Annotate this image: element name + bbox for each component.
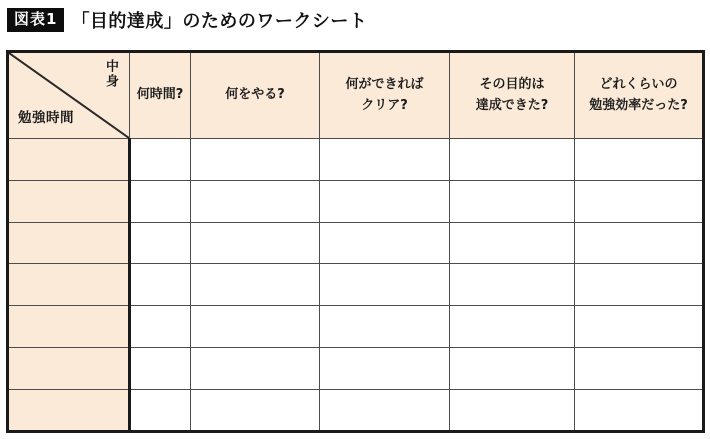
entry-cell xyxy=(575,222,704,264)
table-body xyxy=(8,139,704,432)
study-time-cell xyxy=(8,264,130,306)
corner-label-contents: 中身 xyxy=(103,59,118,89)
study-time-cell xyxy=(8,347,130,389)
column-header-clear-condition xyxy=(320,52,450,139)
column-header-what-to-do xyxy=(191,52,320,139)
entry-cell xyxy=(191,389,320,431)
entry-cell xyxy=(191,347,320,389)
column-header-label: 勉強効率だった? xyxy=(589,97,688,113)
entry-cell xyxy=(191,306,320,348)
header-row xyxy=(8,52,704,139)
entry-cell xyxy=(130,180,191,222)
entry-cell xyxy=(191,264,320,306)
entry-cell xyxy=(450,222,575,264)
study-time-cell xyxy=(8,222,130,264)
entry-cell xyxy=(575,139,704,181)
column-header-label: どれくらいの xyxy=(599,77,678,93)
entry-cell xyxy=(191,222,320,264)
entry-cell xyxy=(450,306,575,348)
entry-cell xyxy=(450,264,575,306)
entry-cell xyxy=(130,264,191,306)
worksheet-table xyxy=(6,50,705,433)
column-header-label: 何時間? xyxy=(136,87,184,103)
entry-cell xyxy=(320,306,450,348)
corner-cell xyxy=(8,52,130,139)
entry-cell xyxy=(450,180,575,222)
entry-cell xyxy=(191,139,320,181)
entry-cell xyxy=(575,180,704,222)
table-row xyxy=(8,389,704,431)
column-header-hours xyxy=(130,52,191,139)
entry-cell xyxy=(320,180,450,222)
column-header-label: クリア? xyxy=(361,97,408,113)
entry-cell xyxy=(130,222,191,264)
table-row xyxy=(8,180,704,222)
entry-cell xyxy=(450,347,575,389)
corner-label-study-time: 勉強時間 xyxy=(18,110,74,127)
entry-cell xyxy=(130,139,191,181)
entry-cell xyxy=(320,389,450,431)
column-header-study-efficiency xyxy=(575,52,704,139)
entry-cell xyxy=(575,347,704,389)
entry-cell xyxy=(450,139,575,181)
entry-cell xyxy=(575,264,704,306)
entry-cell xyxy=(130,389,191,431)
study-time-cell xyxy=(8,389,130,431)
entry-cell xyxy=(450,389,575,431)
column-header-goal-achieved xyxy=(450,52,575,139)
table-row xyxy=(8,139,704,181)
figure-title xyxy=(7,7,367,33)
column-header-label: 何ができれば xyxy=(345,77,424,93)
figure-number-badge: 図表1 xyxy=(7,8,64,32)
entry-cell xyxy=(320,264,450,306)
entry-cell xyxy=(320,222,450,264)
column-header-label: 達成できた? xyxy=(475,97,549,113)
entry-cell xyxy=(130,347,191,389)
table-row xyxy=(8,264,704,306)
column-header-label: 何をやる? xyxy=(225,87,285,103)
column-header-label: その目的は xyxy=(479,77,545,93)
entry-cell xyxy=(320,347,450,389)
table-row xyxy=(8,306,704,348)
entry-cell xyxy=(575,306,704,348)
table-row xyxy=(8,347,704,389)
entry-cell xyxy=(575,389,704,431)
entry-cell xyxy=(320,139,450,181)
study-time-cell xyxy=(8,180,130,222)
study-time-cell xyxy=(8,139,130,181)
entry-cell xyxy=(130,306,191,348)
study-time-cell xyxy=(8,306,130,348)
figure-title-text: 「目的達成」のためのワークシート xyxy=(71,11,368,32)
entry-cell xyxy=(191,180,320,222)
table-row xyxy=(8,222,704,264)
